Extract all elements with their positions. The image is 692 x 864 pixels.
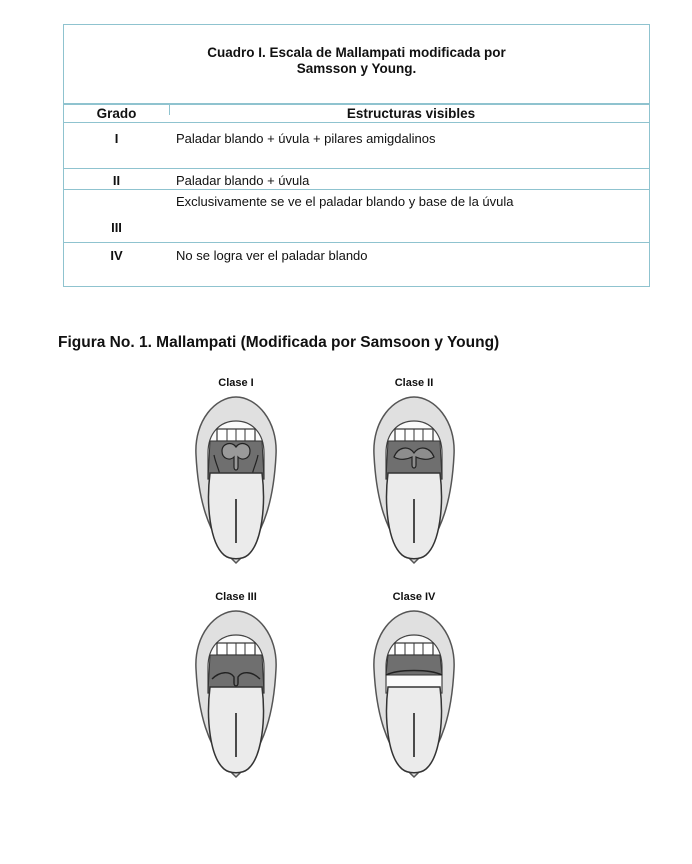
row-desc-4: No se logra ver el paladar blando [176,248,368,263]
mallampati-class-3-illustration [176,609,296,781]
mallampati-class-4-illustration [354,609,474,781]
row-grade-2: II [112,173,121,188]
row-desc-2: Paladar blando + úvula [176,173,310,188]
header-estructuras: Estructuras visibles [346,106,476,121]
class-label-2: Clase II [394,377,434,389]
row-desc-1: Paladar blando + úvula + pilares amigdalinos [176,131,436,146]
class-label-1: Clase I [218,377,254,389]
mallampati-class-1-illustration [176,395,296,567]
table-divider [64,242,649,243]
table-divider [64,103,649,105]
table-caption [64,45,649,77]
header-grado: Grado [96,106,137,121]
class-label-4: Clase IV [392,591,436,603]
table-divider [64,122,649,123]
row-grade-3: III [111,220,122,235]
table-caption-line2: Samsson y Young. [296,61,417,76]
mallampati-table [63,24,650,287]
table-divider [64,189,649,190]
table-divider [64,168,649,169]
row-grade-4: IV [110,248,123,263]
header-divider [169,104,170,115]
class-label-3: Clase III [215,591,257,603]
mallampati-class-2-illustration [354,395,474,567]
table-caption-line1: Cuadro I. Escala de Mallampati modificada por [207,45,506,60]
row-grade-1: I [114,131,119,146]
figure-title: Figura No. 1. Mallampati (Modificada por Samsoon y Young) [58,334,500,351]
row-desc-3: Exclusivamente se ve el paladar blando y base de la úvula [176,194,514,209]
